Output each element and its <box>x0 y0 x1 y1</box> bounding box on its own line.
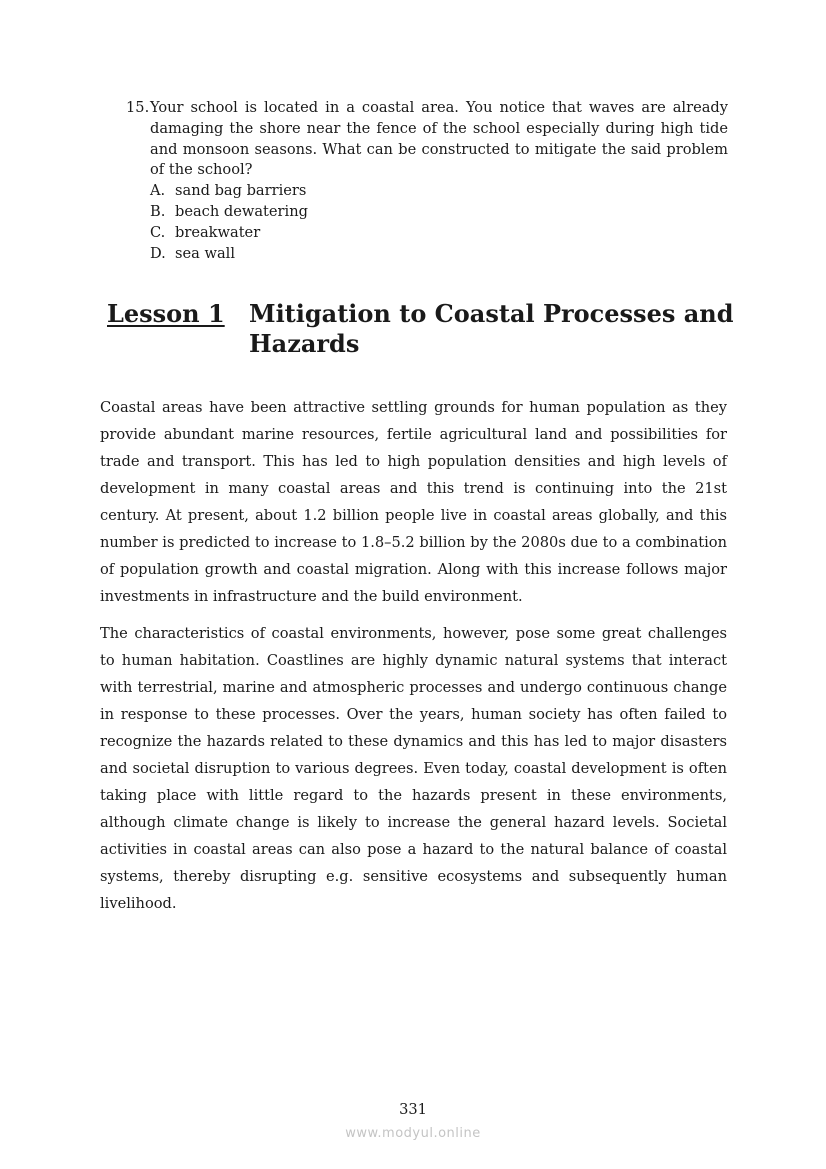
choice-b <box>150 202 728 223</box>
question-text: Your school is located in a coastal area. You notice that waves are already damaging the shore near the fence of the school especially during high tide and monsoon seasons. What can be constructed to mitigate the said problem of the school? <box>150 99 728 179</box>
lesson-label-text: Lesson 1 <box>107 299 225 328</box>
lesson-heading <box>107 299 747 359</box>
choice-d <box>150 244 728 265</box>
choice-letter: D. <box>150 244 166 262</box>
page-number: 331 <box>399 1101 427 1118</box>
paragraph-1: Coastal areas have been attractive settling grounds for human population as they provide abundant marine resources, fertile agricultural land and possibilities for trade and transport. This has led to high population densities and high levels of development in many coastal areas and this trend is continuing into the 21st century. At present, about 1.2 billion people live in coastal areas globally, and this number is predicted to increase to 1.8–5.2 billion by the 2080s due to a combination of population growth and coastal migration. Along with this increase follows major investments in infrastructure and the build environment. <box>100 399 727 605</box>
lesson-body <box>100 394 727 927</box>
question-stem <box>126 98 728 181</box>
question-number: 15. <box>126 99 150 116</box>
choice-text: sand bag barriers <box>175 182 307 200</box>
lesson-title: Mitigation to Coastal Processes and Hazards <box>249 299 734 358</box>
choice-letter: C. <box>150 223 166 241</box>
watermark: www.modyul.online <box>345 1126 481 1141</box>
answer-choices <box>126 181 728 264</box>
paragraph-2: The characteristics of coastal environments, however, pose some great challenges to human habitation. Coastlines are highly dynamic natural systems that interact with terrestrial, marine and atmospheric processes and undergo continuous change in response to these processes. Over the years, human society has often failed to recognize the hazards related to these dynamics and this has led to major disasters and societal disruption to various degrees. Even today, coastal development is often taking place with little regard to the hazards present in these environments, although climate change is likely to increase the general hazard levels. Societal activities in coastal areas can also pose a hazard to the natural balance of coastal systems, thereby disrupting e.g. sensitive ecosystems and subsequently human livelihood. <box>100 625 727 912</box>
choice-c <box>150 223 728 244</box>
choice-letter: A. <box>150 182 166 200</box>
lesson-label <box>107 299 249 359</box>
choice-text: sea wall <box>175 244 235 262</box>
choice-letter: B. <box>150 202 166 220</box>
choice-text: breakwater <box>175 223 261 241</box>
choice-text: beach dewatering <box>175 202 308 220</box>
question-15 <box>126 98 728 264</box>
choice-a <box>150 181 728 202</box>
